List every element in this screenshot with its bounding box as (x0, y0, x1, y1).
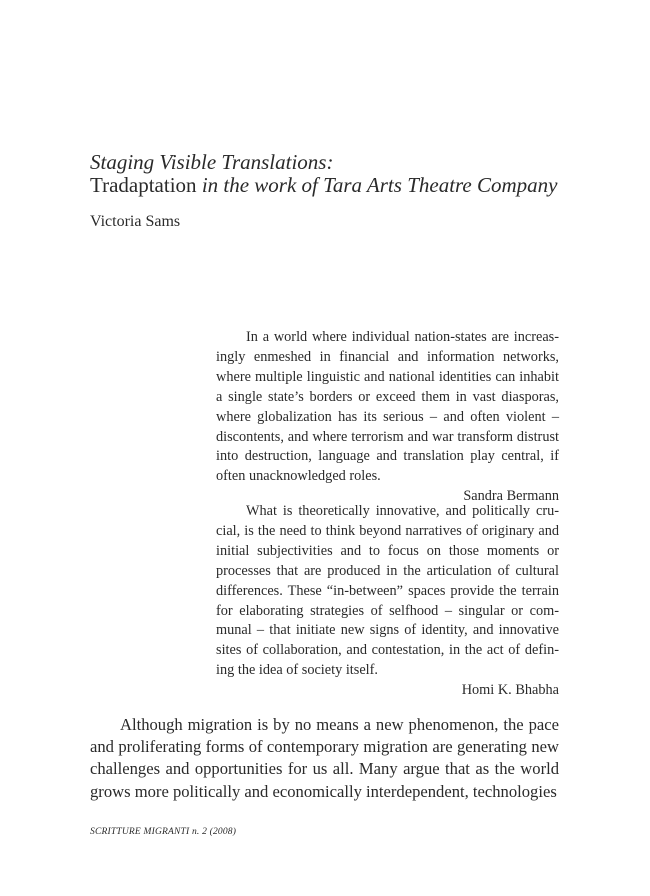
epigraph-2 (216, 502, 559, 701)
epigraph-1-attribution: Sandra Bermann (463, 488, 559, 505)
author-name: Victoria Sams (90, 213, 181, 230)
title-line-2-italic: in the work of Tara Arts Theatre Company (196, 173, 558, 197)
title-line-2 (90, 174, 610, 197)
epigraph-2-attribution: Homi K. Bhabha (461, 682, 559, 699)
body-paragraph-1: Although migration is by no means a new phenomenon, the pace and proliferating forms of contemporary migration are generating new challenges and opportunities for us all. Many argue that as the world grows more politically and economically interdependent, technologies (90, 715, 559, 801)
epigraph-2-text: What is theoretically innovative, and politically crucial, is the need to think beyond narratives of originary and initial subjectivities and to focus on those moments or processes that are produced in the articulation of cultural differences. These “in-between” spaces provide the terrain for elaborating strategies of selfhood – singular or communal – that initiate new signs of identity, and innovative sites of collaboration, and contestation, in the act of defining the idea of society itself. (216, 503, 559, 679)
title-line-2-roman: Tradaptation (90, 173, 197, 197)
journal-footer: SCRITTURE MIGRANTI n. 2 (2008) (90, 827, 237, 837)
article-title (90, 151, 610, 197)
title-line-1: Staging Visible Translations: (90, 150, 334, 174)
body-text (90, 714, 559, 803)
epigraph-1-text: In a world where individual nation-states are increasingly enmeshed in financial and information networks, where multiple linguistic and national identities can inhabit a single state’s borders or exceed them in vast diasporas, where globalization has its serious – and often violent – discontents, and where terrorism and war transform distrust into destruction, language and translation play central, if often unacknowledged roles. (216, 329, 559, 485)
epigraph-1 (216, 328, 559, 507)
